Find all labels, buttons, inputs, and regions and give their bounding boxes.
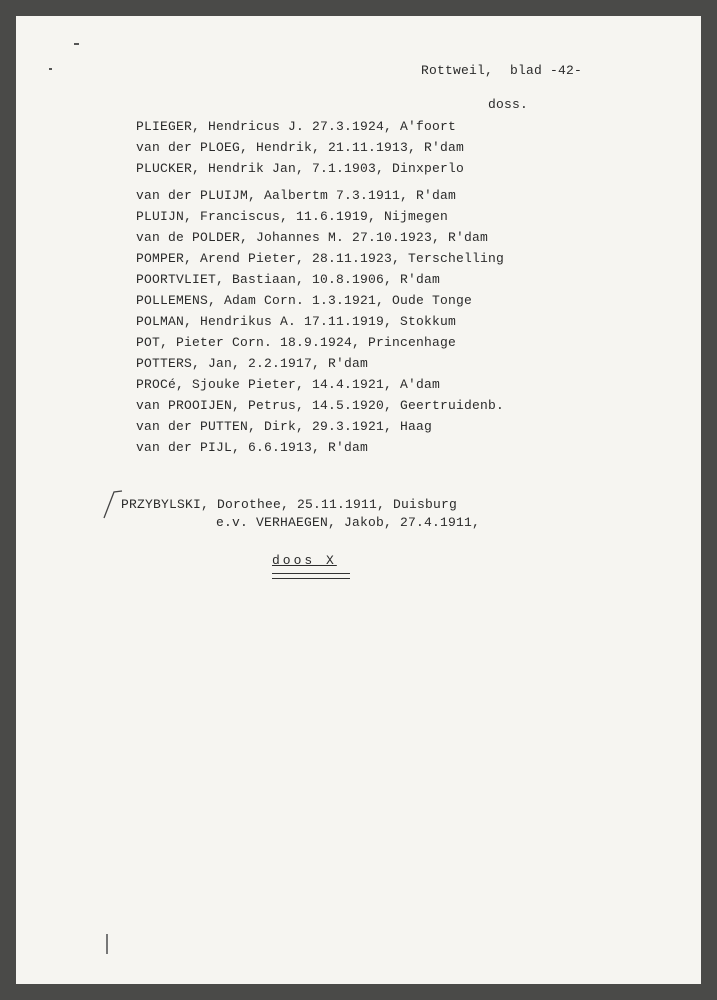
entry-row: van der PLUIJM, Aalbertm 7.3.1911, R'dam xyxy=(136,188,457,203)
entry-row: POT, Pieter Corn. 18.9.1924, Princenhage xyxy=(136,335,457,350)
entry-row: POLLEMENS, Adam Corn. 1.3.1921, Oude Tonge xyxy=(136,293,473,308)
entry-row: POORTVLIET, Bastiaan, 10.8.1906, R'dam xyxy=(136,272,441,287)
doos-double-underline xyxy=(272,573,350,579)
entry-row: van der PLOEG, Hendrik, 21.11.1913, R'dam xyxy=(136,140,465,155)
doss-label: doss. xyxy=(488,97,529,112)
special-entry-line1: PRZYBYLSKI, Dorothee, 25.11.1911, Duisburg xyxy=(121,497,458,512)
entry-row: PLIEGER, Hendricus J. 27.3.1924, A'foort xyxy=(136,119,457,134)
doos-label: doos X xyxy=(272,553,337,568)
entry-row: PLUIJN, Franciscus, 11.6.1919, Nijmegen xyxy=(136,209,449,224)
entry-row: POTTERS, Jan, 2.2.1917, R'dam xyxy=(136,356,369,371)
entry-row: POMPER, Arend Pieter, 28.11.1923, Terschelling xyxy=(136,251,505,266)
entry-row: van PROOIJEN, Petrus, 14.5.1920, Geertruidenb. xyxy=(136,398,505,413)
page-speck xyxy=(49,68,52,70)
special-entry-line2: e.v. VERHAEGEN, Jakob, 27.4.1911, xyxy=(216,515,481,530)
header-sheet-number: blad -42- xyxy=(510,63,583,78)
entry-row: van der PIJL, 6.6.1913, R'dam xyxy=(136,440,369,455)
document-page xyxy=(16,16,701,984)
entry-row: PROCé, Sjouke Pieter, 14.4.1921, A'dam xyxy=(136,377,441,392)
entry-row: POLMAN, Hendrikus A. 17.11.1919, Stokkum xyxy=(136,314,457,329)
entry-row: PLUCKER, Hendrik Jan, 7.1.1903, Dinxperlo xyxy=(136,161,465,176)
entry-row: van der PUTTEN, Dirk, 29.3.1921, Haag xyxy=(136,419,433,434)
entry-row: van de POLDER, Johannes M. 27.10.1923, R'dam xyxy=(136,230,489,245)
page-speck xyxy=(74,43,79,45)
header-location: Rottweil, xyxy=(421,63,494,78)
page-speck xyxy=(106,934,108,954)
